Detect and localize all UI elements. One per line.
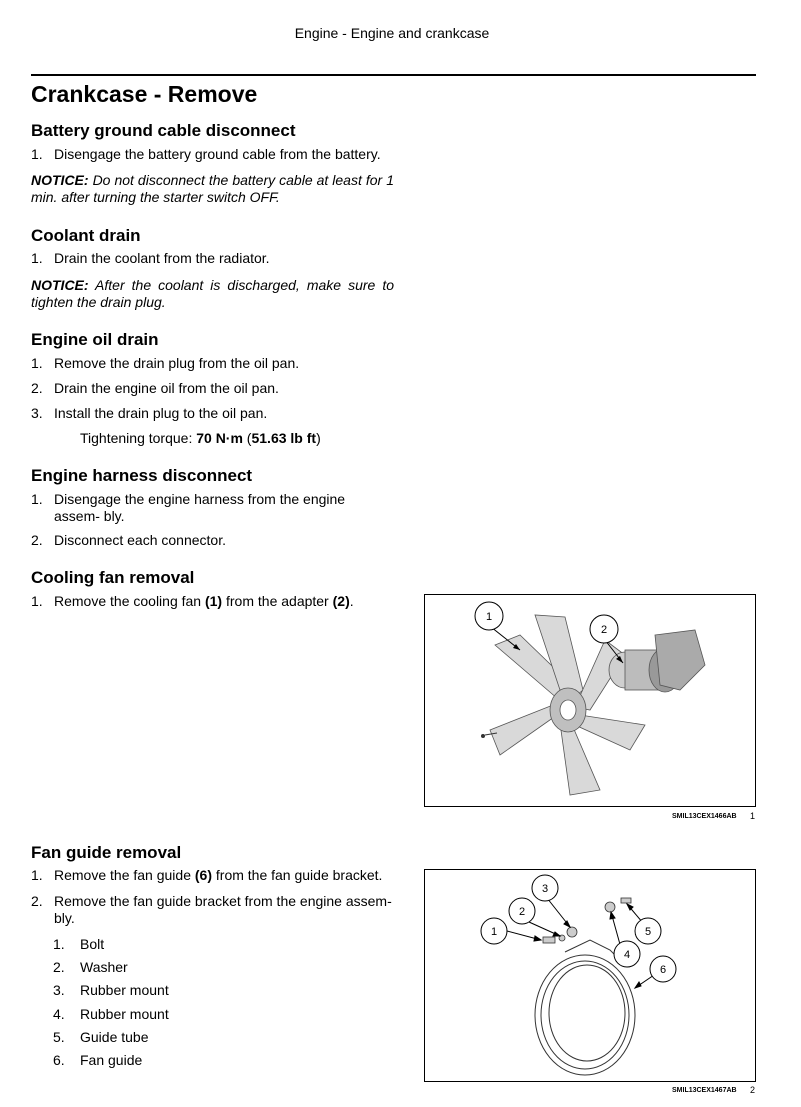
figure-fan-guide <box>424 869 756 1082</box>
coolant-notice: NOTICE: After the coolant is discharged, make sure to tighten the drain plug. <box>31 277 394 310</box>
figure-code: SMIL13CEX1467AB <box>672 1087 737 1094</box>
fan-guide-illustration <box>425 870 755 1081</box>
guide-step-2: 2. Remove the fan guide bracket from the engine assem- bly. <box>31 893 392 926</box>
section-heading-oil: Engine oil drain <box>31 330 159 349</box>
callout-3-label: 3 <box>541 883 549 895</box>
coolant-step-1: 1. Drain the coolant from the radiator. <box>31 250 270 266</box>
section-heading-harness: Engine harness disconnect <box>31 466 253 485</box>
callout-4-label: 4 <box>623 949 631 961</box>
notice-label: NOTICE: <box>31 277 89 293</box>
legend-item: 4. Rubber mount <box>53 1006 169 1022</box>
figure-code: SMIL13CEX1466AB <box>672 813 737 820</box>
header-rule <box>31 74 756 76</box>
callout-1-label: 1 <box>485 611 493 623</box>
legend-item: 3. Rubber mount <box>53 982 169 998</box>
oil-step-2: 2. Drain the engine oil from the oil pan. <box>31 380 279 396</box>
section-heading-battery: Battery ground cable disconnect <box>31 121 296 140</box>
running-header: Engine - Engine and crankcase <box>294 25 490 41</box>
battery-notice: NOTICE: Do not disconnect the battery cable at least for 1 min. after turning the starter switch OFF. <box>31 172 394 205</box>
section-heading-guide: Fan guide removal <box>31 843 182 862</box>
cooling-fan-illustration <box>425 595 755 806</box>
figure-number: 2 <box>750 1085 756 1095</box>
battery-step-1: 1. Disengage the battery ground cable from the battery. <box>31 146 381 162</box>
legend-item: 6. Fan guide <box>53 1052 143 1068</box>
page-title: Crankcase - Remove <box>31 81 258 107</box>
section-heading-coolant: Coolant drain <box>31 226 141 245</box>
callout-1-label: 1 <box>490 926 498 938</box>
section-heading-fan: Cooling fan removal <box>31 568 195 587</box>
torque-spec: Tightening torque: 70 N·m (51.63 lb ft) <box>80 430 321 446</box>
harness-step-1: 1. Disengage the engine harness from the engine assem- bly. <box>31 491 346 524</box>
callout-2-label: 2 <box>518 906 526 918</box>
oil-step-1: 1. Remove the drain plug from the oil pan. <box>31 355 300 371</box>
figure-number: 1 <box>750 811 756 821</box>
callout-5-label: 5 <box>644 926 652 938</box>
legend-item: 1. Bolt <box>53 936 105 952</box>
fan-step-1: 1. Remove the cooling fan (1) from the adapter (2). <box>31 593 354 609</box>
harness-step-2: 2. Disconnect each connector. <box>31 532 226 548</box>
legend-item: 5. Guide tube <box>53 1029 149 1045</box>
callout-2-label: 2 <box>600 624 608 636</box>
legend-item: 2. Washer <box>53 959 128 975</box>
notice-label: NOTICE: <box>31 172 89 188</box>
oil-step-3: 3. Install the drain plug to the oil pan. <box>31 405 268 421</box>
guide-step-1: 1. Remove the fan guide (6) from the fan guide bracket. <box>31 867 383 883</box>
callout-6-label: 6 <box>659 964 667 976</box>
figure-cooling-fan <box>424 594 756 807</box>
